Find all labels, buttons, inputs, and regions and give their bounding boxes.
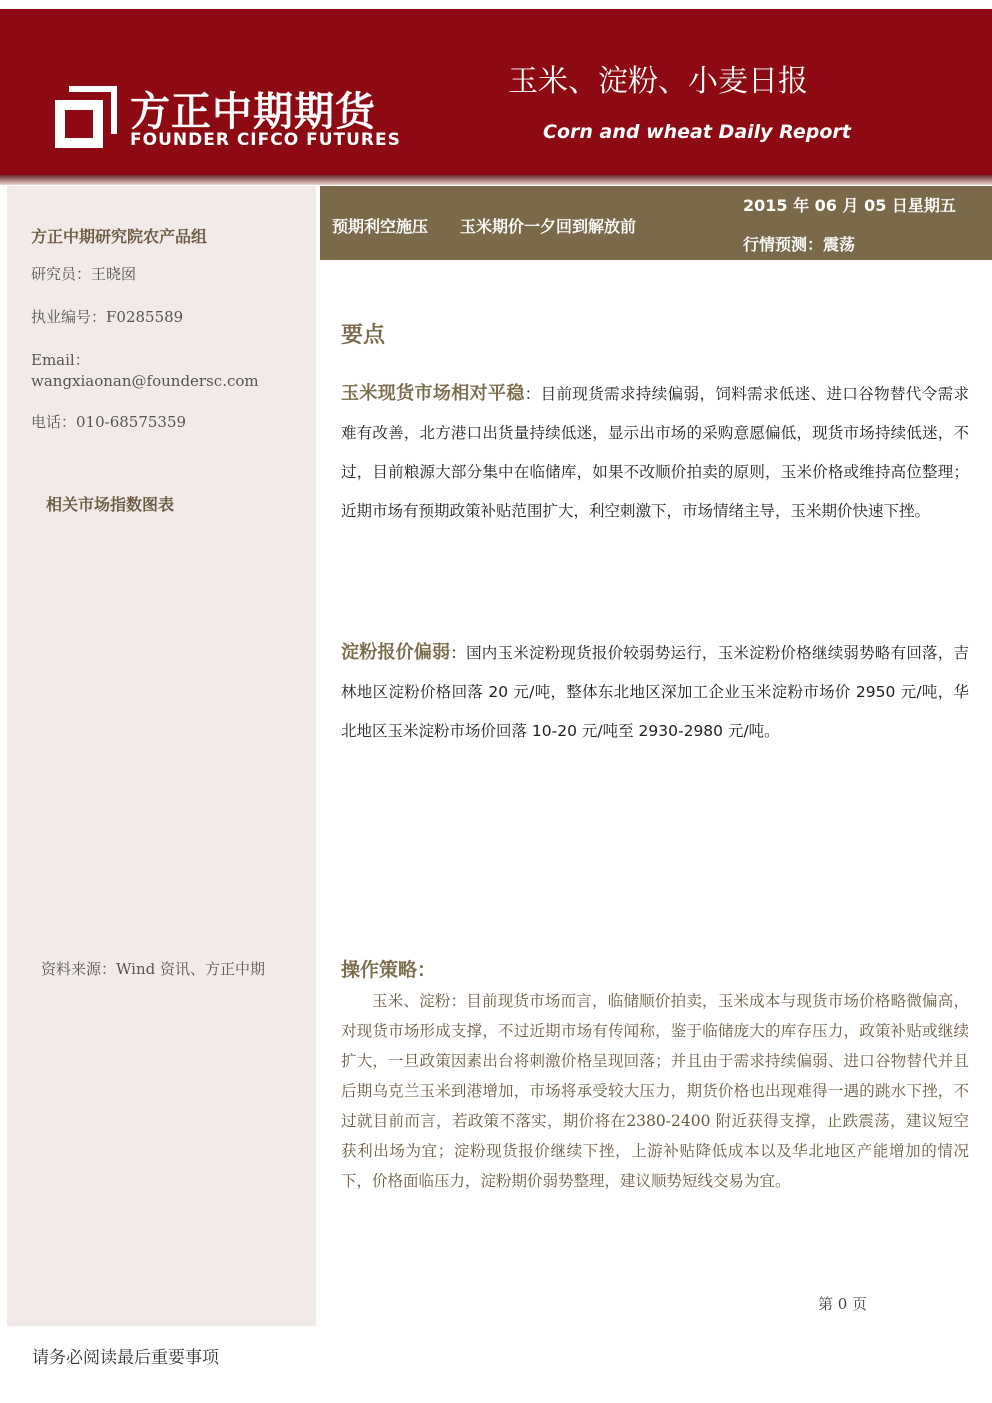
strategy-paragraph: 玉米、淀粉：目前现货市场而言，临储顺价拍卖，玉米成本与现货市场价格略微偏高，对现货市场形成支撑，不过近期市场有传闻称，鉴于临储庞大的库存压力，政策补贴或继续扩大，一旦政策因素出台将刺激价格呈现回落；并且由于需求持续偏弱、进口谷物替代并且后期乌克兰玉米到港增加，市场将承受较大压力，期货价格也出现难得一遇的跳水下挫，不过就目前而言，若政策不落实，期价将在2380-2400 附近获得支撑，止跌震荡，建议短空获利出场为宜；淀粉现货报价继续下挫，上游补贴降低成本以及华北地区产能增加的情况下，价格面临压力，淀粉期价弱势整理，建议顺势短线交易为宜。 <box>341 992 969 1190</box>
header-shadow <box>0 175 992 185</box>
email-label: Email： <box>31 351 90 369</box>
license-number: 执业编号：F0285589 <box>31 308 184 326</box>
corn-spot-body: ：目前现货需求持续偏弱，饲料需求低迷、进口谷物替代令需求难有改善，北方港口出货量持续低迷，显示出市场的采购意愿偏低，现货市场持续低迷，不过，目前粮源大部分集中在临储库，如果不改顺价拍卖的原则，玉米价格或维持高位整理；近期市场有预期政策补贴范围扩大，利空刺激下，市场情绪主导，玉米期价快速下挫。 <box>341 385 969 520</box>
starch-paragraph <box>341 633 969 751</box>
analyst-name: 研究员：王晓囡 <box>31 265 137 283</box>
disclaimer-note: 请务必阅读最后重要事项 <box>32 1348 219 1368</box>
corn-spot-paragraph <box>341 374 969 531</box>
strategy-heading: 操作策略： <box>341 959 437 981</box>
market-forecast: 行情预测：震荡 <box>743 235 856 254</box>
phone-number: 电话：010-68575359 <box>31 413 187 431</box>
report-date: 2015 年 06 月 05 日星期五 <box>743 196 956 215</box>
research-group: 方正中期研究院农产品组 <box>31 227 208 246</box>
starch-body: ：国内玉米淀粉现货报价较弱势运行，玉米淀粉价格继续弱势略有回落，吉林地区淀粉价格回落 20 元/吨，整体东北地区深加工企业玉米淀粉市场价 2950 元/吨，华北地区玉米淀粉市场价回落 10-20 元/吨至 2930-2980 元/吨。 <box>341 644 969 740</box>
report-subtitle: Corn and wheat Daily Report <box>543 121 851 143</box>
corn-spot-lead: 玉米现货市场相对平稳 <box>341 383 525 404</box>
logo-english: FOUNDER CIFCO FUTURES <box>130 130 401 150</box>
starch-lead: 淀粉报价偏弱 <box>341 642 451 663</box>
key-points-heading: 要点 <box>341 323 386 348</box>
founder-logo-icon <box>55 86 117 148</box>
headline-text: 预期利空施压 玉米期价一夕回到解放前 <box>332 217 637 236</box>
email-link[interactable]: wangxiaonan@foundersc.com <box>31 372 259 390</box>
logo-chinese: 方正中期期货 <box>130 89 376 135</box>
data-source: 资料来源：Wind 资讯、方正中期 <box>41 960 265 978</box>
page-number: 第 0 页 <box>818 1295 868 1313</box>
chart-section-title: 相关市场指数图表 <box>46 495 175 514</box>
report-title: 玉米、淀粉、小麦日报 <box>508 64 808 99</box>
